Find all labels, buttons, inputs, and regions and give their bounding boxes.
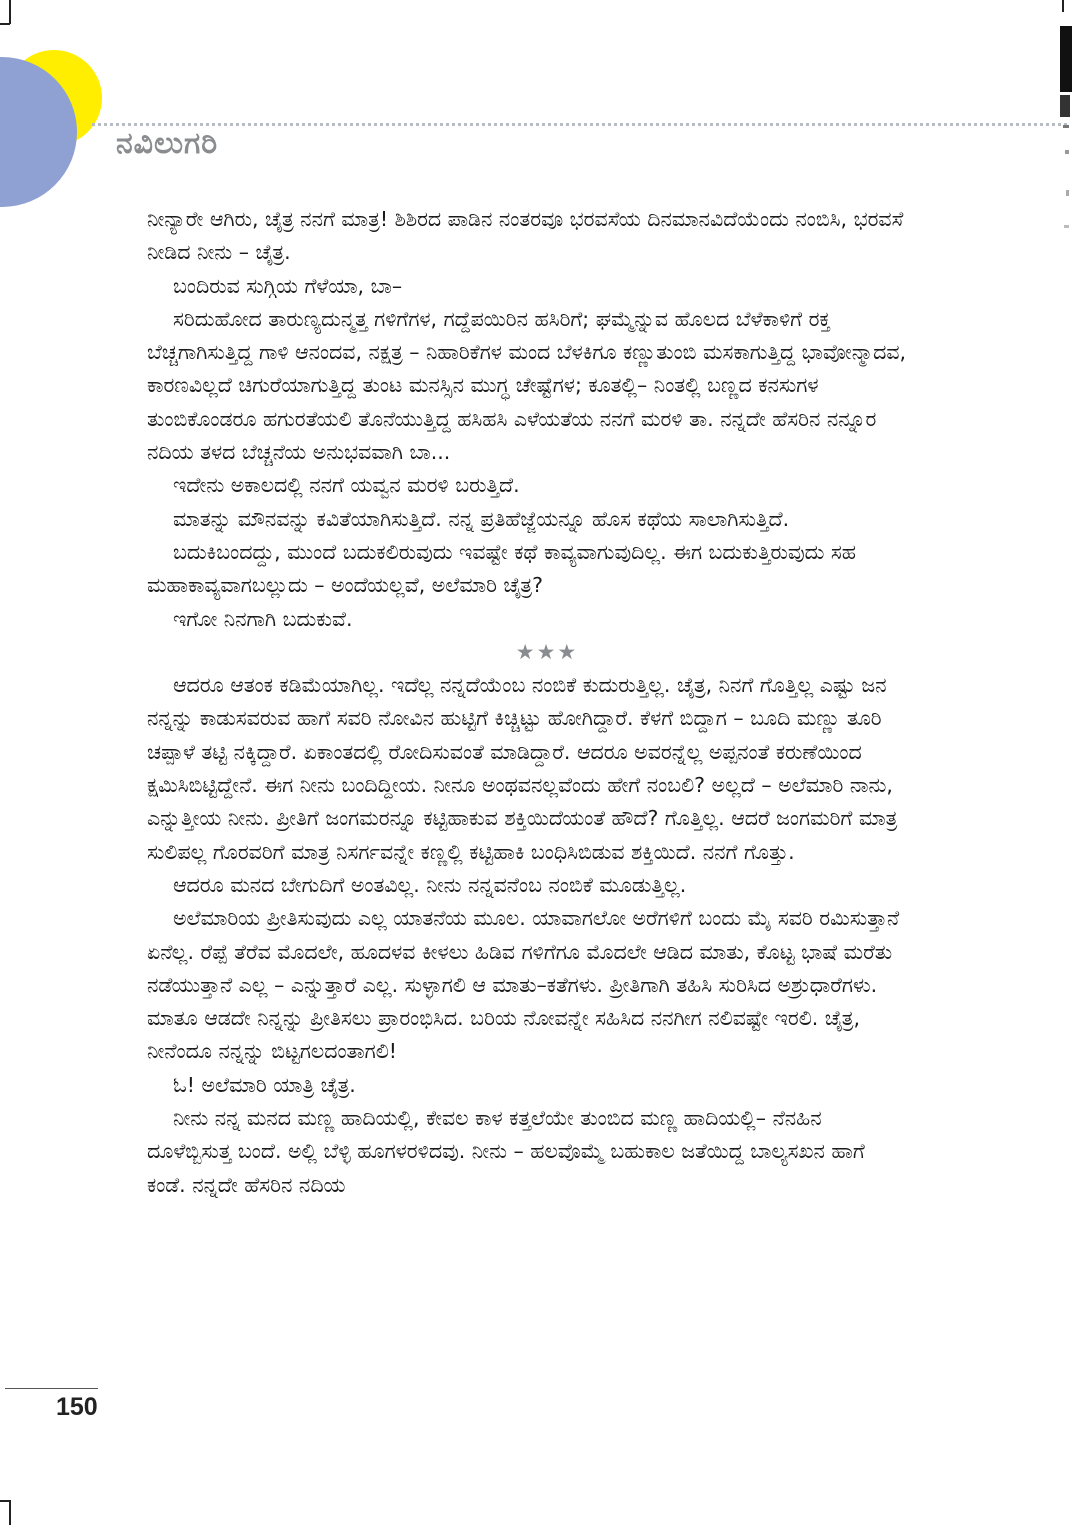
paragraph: ಇಗೋ ನಿನಗಾಗಿ ಬದುಕುವೆ. — [173, 606, 353, 631]
paragraph: ನೀನು ನನ್ನ ಮನದ ಮಣ್ಣ ಹಾದಿಯಲ್ಲಿ, ಕೇವಲ ಕಾಳ ಕತ್ತಲೆಯೇ ತುಂಬಿದ ಮಣ್ಣ ಹಾದಿಯಲ್ಲಿ– ನೆನಹಿನ ದೂಳೆಬ್ಬಿಸುತ್ತ ಬಂದೆ. ಅಲ್ಲಿ ಬೆಳ್ಳಿ ಹೂಗಳರಳಿದವು. ನೀನು – ಹಲವೊಮ್ಮೆ ಬಹುಕಾಲ ಜತೆಯಿದ್ದ ಬಾಲ್ಯಸಖನ ಹಾಗೆ ಕಂಡೆ. ನನ್ನದೇ ಹೆಸರಿನ ನದಿಯ — [147, 1106, 865, 1197]
paragraph: ಮಾತನ್ನು ಮೌನವನ್ನು ಕವಿತೆಯಾಗಿಸುತ್ತಿದೆ. ನನ್ನ ಪ್ರತಿಹೆಜ್ಜೆಯನ್ನೂ ಹೊಸ ಕಥೆಯ ಸಾಲಾಗಿಸುತ್ತಿದೆ. — [173, 506, 790, 531]
crop-mark-bottom-left-v — [9, 1500, 11, 1525]
paragraph: ಓ! ಅಲೆಮಾರಿ ಯಾತ್ರಿ ಚೈತ್ರ. — [173, 1072, 356, 1097]
decorative-circles — [0, 50, 110, 210]
page-number: 150 — [56, 1393, 98, 1421]
spine-edge-marks — [1060, 0, 1072, 250]
crop-mark-top-left-h — [0, 23, 10, 25]
paragraph: ಬದುಕಿಬಂದದ್ದು, ಮುಂದೆ ಬದುಕಲಿರುವುದು ಇವಷ್ಟೇ ಕಥೆ ಕಾವ್ಯವಾಗುವುದಿಲ್ಲ. ಈಗ ಬದುಕುತ್ತಿರುವುದು ಸಹ ಮಹಾಕಾವ್ಯವಾಗಬಲ್ಲುದು – ಅಂದೆಯಲ್ಲವೆ, ಅಲೆಮಾರಿ ಚೈತ್ರ? — [147, 539, 856, 598]
paragraph: ಆದರೂ ಮನದ ಬೇಗುದಿಗೆ ಅಂತವಿಲ್ಲ. ನೀನು ನನ್ನವನೆಂಬ ನಂಬಿಕೆ ಮೂಡುತ್ತಿಲ್ಲ. — [173, 872, 687, 897]
header-dotted-rule — [92, 123, 1067, 126]
paragraph: ಅಲೆಮಾರಿಯ ಪ್ರೀತಿಸುವುದು ಎಲ್ಲ ಯಾತನೆಯ ಮೂಲ. ಯಾವಾಗಲೋ ಅರೆಗಳಿಗೆ ಬಂದು ಮೈ ಸವರಿ ರಮಿಸುತ್ತಾನೆ ಏನೆಲ್ಲ. ರೆಪ್ಪೆ ತೆರೆವ ಮೊದಲೇ, ಹೂದಳವ ಕೀಳಲು ಹಿಡಿವ ಗಳಿಗೆಗೂ ಮೊದಲೇ ಆಡಿದ ಮಾತು, ಕೊಟ್ಟ ಭಾಷೆ ಮರೆತು ನಡೆಯುತ್ತಾನೆ ಎಲ್ಲ – ಎನ್ನುತ್ತಾರೆ ಎಲ್ಲ. ಸುಳ್ಳಾಗಲಿ ಆ ಮಾತು–ಕತೆಗಳು. ಪ್ರೀತಿಗಾಗಿ ತಹಿಸಿ ಸುರಿಸಿದ ಅಶ್ರುಧಾರೆಗಳು. ಮಾತೂ ಆಡದೇ ನಿನ್ನನ್ನು ಪ್ರೀತಿಸಲು ಪ್ರಾರಂಭಿಸಿದ. ಬರಿಯ ನೋವನ್ನೇ ಸಹಿಸಿದ ನನಗೀಗ ನಲಿವಷ್ಟೇ ಇರಲಿ. ಚೈತ್ರ, ನೀನೆಂದೂ ನನ್ನನ್ನು ಬಿಟ್ಟಗಲದಂತಾಗಲಿ! — [147, 906, 900, 1064]
page-number-rule — [5, 1388, 98, 1389]
crop-mark-top-left-v — [9, 0, 11, 24]
paragraph: ಸರಿದುಹೋದ ತಾರುಣ್ಯದುನ್ಮತ್ತ ಗಳಿಗೆಗಳ, ಗದ್ದೆಪಯಿರಿನ ಹಸಿರಿಗೆ; ಘಮ್ಮೆನ್ನುವ ಹೊಲದ ಬೆಳೆಕಾಳಿಗೆ ರಕ್ತ ಬೆಚ್ಚಗಾಗಿಸುತ್ತಿದ್ದ ಗಾಳಿ ಆನಂದವ, ನಕ್ಷತ್ರ – ನಿಹಾರಿಕೆಗಳ ಮಂದ ಬೆಳಕಿಗೂ ಕಣ್ಣುತುಂಬಿ ಮಸಕಾಗುತ್ತಿದ್ದ ಭಾವೋನ್ಮಾದವ, ಕಾರಣವಿಲ್ಲದೆ ಚಿಗುರೆಯಾಗುತ್ತಿದ್ದ ತುಂಟ ಮನಸ್ಸಿನ ಮುಗ್ಧ ಚೇಷ್ಟೆಗಳ; ಕೂತಲ್ಲಿ– ನಿಂತಲ್ಲಿ ಬಣ್ಣದ ಕನಸುಗಳ ತುಂಬಿಕೊಂಡರೂ ಹಗುರತೆಯಲಿ ತೊನೆಯುತ್ತಿದ್ದ ಹಸಿಹಸಿ ಎಳೆಯತೆಯ ನನಗೆ ಮರಳಿ ತಾ. ನನ್ನದೇ ಹೆಸರಿನ ನನ್ನೂರ ನದಿಯ ತಳದ ಬೆಚ್ಚನೆಯ ಅನುಭವವಾಗಿ ಬಾ... — [147, 306, 907, 465]
crop-mark-bottom-left-h — [0, 1500, 10, 1502]
paragraph: ನೀನ್ಯಾರೇ ಆಗಿರು, ಚೈತ್ರ ನನಗೆ ಮಾತ್ರ! ಶಿಶಿರದ ಪಾಡಿನ ನಂತರವೂ ಭರವಸೆಯ ದಿನಮಾನವಿದೆಯೆಂದು ನಂಬಿಸಿ, ಭರವಸೆ ನೀಡಿದ ನೀನು – ಚೈತ್ರ. — [147, 207, 904, 265]
paragraph: ಇದೇನು ಅಕಾಲದಲ್ಲಿ ನನಗೆ ಯವ್ವನ ಮರಳಿ ಬರುತ್ತಿದೆ. — [173, 473, 520, 498]
paragraph: ಬಂದಿರುವ ಸುಗ್ಗಿಯ ಗೆಳೆಯಾ, ಬಾ– — [173, 273, 403, 298]
body-text — [147, 203, 907, 1202]
running-title: ನವಿಲುಗರಿ — [116, 126, 219, 161]
paragraph: ಆದರೂ ಆತಂಕ ಕಡಿಮೆಯಾಗಿಲ್ಲ. ಇದೆಲ್ಲ ನನ್ನದೆಯೆಂಬ ನಂಬಿಕೆ ಕುದುರುತ್ತಿಲ್ಲ. ಚೈತ್ರ, ನಿನಗೆ ಗೊತ್ತಿಲ್ಲ ಎಷ್ಟು ಜನ ನನ್ನನ್ನು ಕಾಡುಸವರುವ ಹಾಗೆ ಸವರಿ ನೋವಿನ ಹುಟ್ಟಿಗೆ ಕಿಚ್ಚಿಟ್ಟು ಹೋಗಿದ್ದಾರೆ. ಕೆಳಗೆ ಬಿದ್ದಾಗ – ಬೂದಿ ಮಣ್ಣು ತೂರಿ ಚಪ್ಪಾಳೆ ತಟ್ಟಿ ನಕ್ಕಿದ್ದಾರೆ. ಏಕಾಂತದಲ್ಲಿ ರೋದಿಸುವಂತೆ ಮಾಡಿದ್ದಾರೆ. ಆದರೂ ಅವರನ್ನೆಲ್ಲ ಅಪ್ಪನಂತೆ ಕರುಣೆಯಿಂದ ಕ್ಷಮಿಸಿಬಿಟ್ಟಿದ್ದೇನೆ. ಈಗ ನೀನು ಬಂದಿದ್ದೀಯ. ನೀನೂ ಅಂಥವನಲ್ಲವೆಂದು ಹೇಗೆ ನಂಬಲಿ? ಅಲ್ಲದೆ – ಅಲೆಮಾರಿ ನಾನು, ಎನ್ನುತ್ತೀಯ ನೀನು. ಪ್ರೀತಿಗೆ ಜಂಗಮರನ್ನೂ ಕಟ್ಟಿಹಾಕುವ ಶಕ್ತಿಯಿದೆಯಂತೆ ಹೌದೆ? ಗೊತ್ತಿಲ್ಲ. ಆದರೆ ಜಂಗಮರಿಗೆ ಮಾತ್ರ ಸುಲಿಪಲ್ಲ ಗೊರವರಿಗೆ ಮಾತ್ರ ನಿಸರ್ಗವನ್ನೇ ಕಣ್ಣಲ್ಲಿ ಕಟ್ಟಿಹಾಕಿ ಬಂಧಿಸಿಬಿಡುವ ಶಕ್ತಿಯಿದೆ. ನನಗೆ ಗೊತ್ತು. — [147, 673, 898, 864]
section-separator: ★★★ — [515, 639, 579, 664]
